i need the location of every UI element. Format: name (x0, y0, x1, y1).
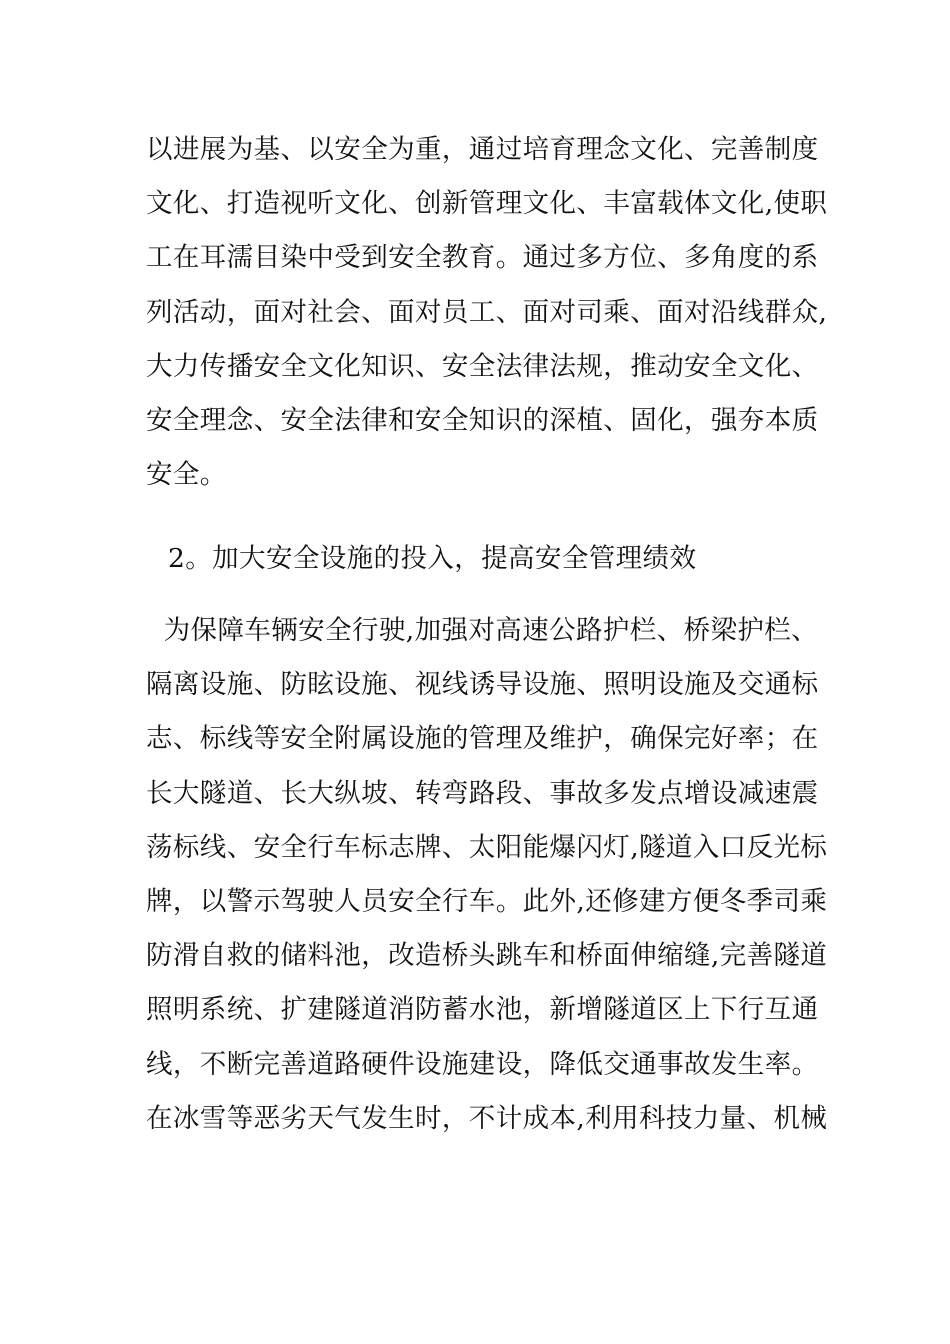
text-line: 大力传播安全文化知识、安全法律法规，推动安全文化、 (146, 350, 819, 382)
text-line: 安全理念、安全法律和安全知识的深植、固化，强夯本质 (146, 404, 819, 436)
text-line: 在冰雪等恶劣天气发生时，不计成本,利用科技力量、机械 (146, 1102, 828, 1134)
text-line: 工在耳濡目染中受到安全教育。通过多方位、多角度的系 (146, 242, 819, 274)
section-heading-text: 2。加大安全设施的投入，提高安全管理绩效 (168, 543, 697, 574)
section-heading (146, 532, 814, 586)
text-line: 防滑自救的储料池，改造桥头跳车和桥面伸缩缝,完善隧道 (146, 940, 828, 972)
text-line: 文化、打造视听文化、创新管理文化、丰富载体文化,使职 (146, 188, 828, 220)
text-line: 线，不断完善道路硬件设施建设，降低交通事故发生率。 (146, 1048, 819, 1080)
text-line: 长大隧道、长大纵坡、转弯路段、事故多发点增设减速震 (146, 777, 819, 809)
text-line: 荡标线、安全行车标志牌、太阳能爆闪灯,隧道入口反光标 (146, 831, 828, 863)
text-line: 照明系统、扩建隧道消防蓄水池，新增隧道区上下行互通 (146, 994, 819, 1026)
text-line: 列活动，面对社会、面对员工、面对司乘、面对沿线群众, (146, 296, 828, 328)
text-line: 牌，以警示驾驶人员安全行车。此外,还修建方便冬季司乘 (146, 885, 828, 917)
text-line: 安全。 (146, 459, 227, 491)
text-line: 以进展为基、以安全为重，通过培育理念文化、完善制度 (146, 134, 819, 165)
text-line: 隔离设施、防眩设施、视线诱导设施、照明设施及交通标 (146, 669, 819, 701)
text-line: 为保障车辆安全行驶,加强对高速公路护栏、桥梁护栏、 (146, 615, 819, 646)
paragraph-safety-culture (146, 123, 828, 502)
paragraph-safety-facilities (146, 604, 828, 1146)
text-line: 志、标线等安全附属设施的管理及维护，确保完好率；在 (146, 723, 819, 755)
